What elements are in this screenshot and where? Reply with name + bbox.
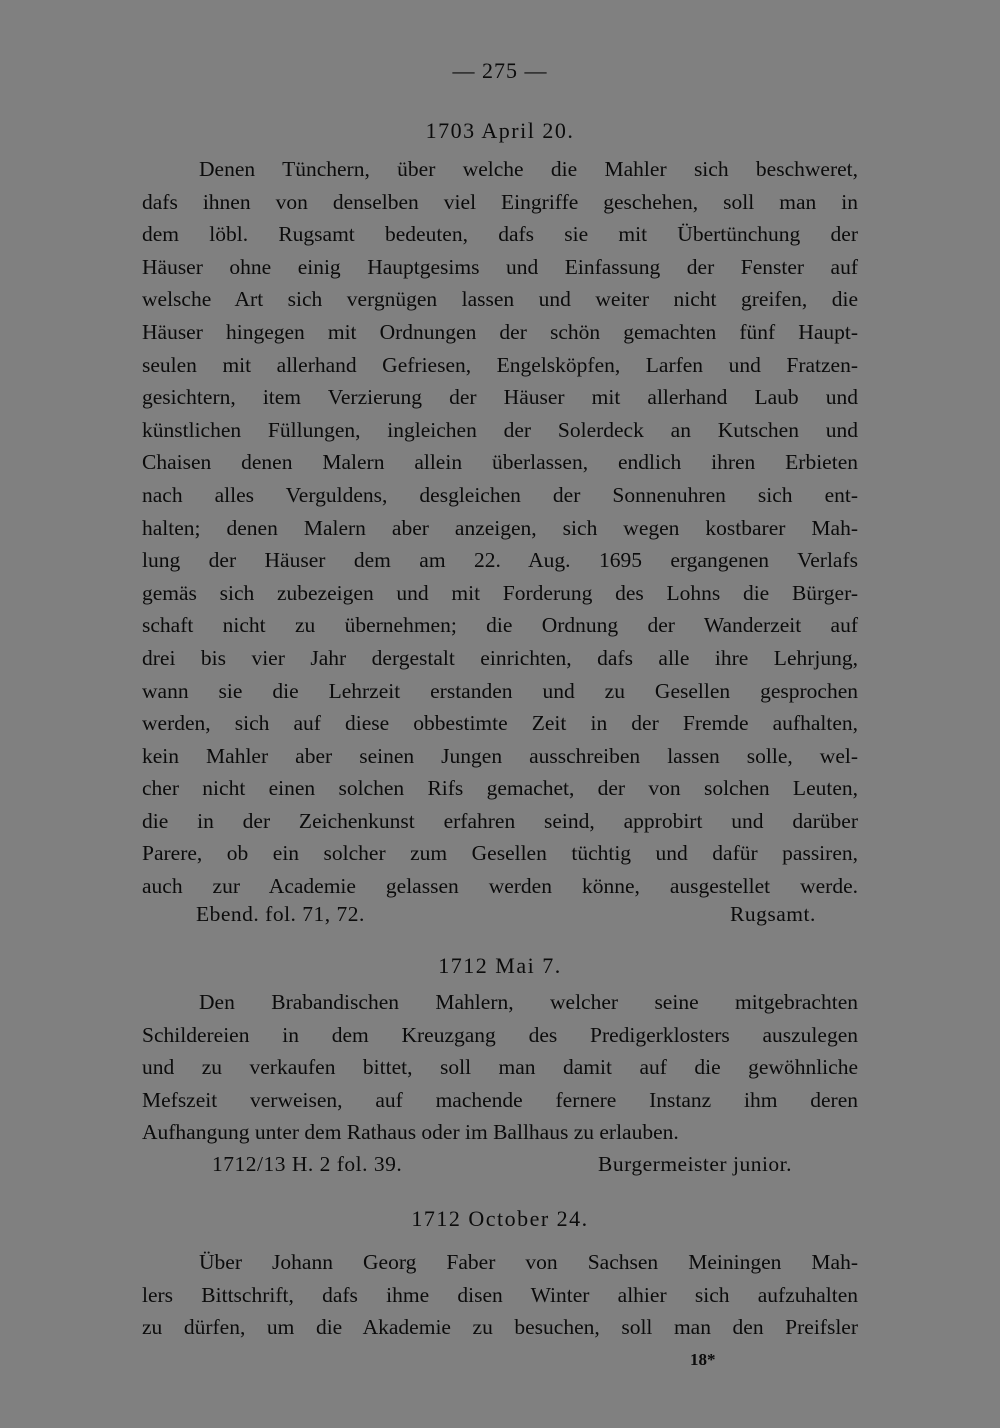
entry-1-office: Rugsamt. [730, 902, 816, 926]
text-line: künstlichen Füllungen, ingleichen der Solerdeck an Kutschen und [142, 417, 858, 442]
text-line: werden, sich auf diese obbestimte Zeit in der Fremde aufhalten, [142, 711, 858, 736]
text-line: dem löbl. Rugsamt bedeuten, dafs sie mit Übertünchung der [142, 222, 858, 247]
entry-1-body [142, 153, 858, 903]
text-line: und zu verkaufen bittet, soll man damit auf die gewöhnliche [142, 1055, 858, 1080]
text-line: Häuser hingegen mit Ordnungen der schön gemachten fünf Haupt- [142, 319, 858, 344]
text-line: kein Mahler aber seinen Jungen ausschreiben lassen solle, wel- [142, 743, 858, 768]
entry-3-date: 1712 October 24. [411, 1206, 589, 1231]
text-line: halten; denen Malern aber anzeigen, sich wegen kostbarer Mah- [142, 515, 858, 540]
signature-mark: 18* [690, 1350, 716, 1369]
text-line: schaft nicht zu übernehmen; die Ordnung der Wanderzeit auf [142, 613, 858, 638]
entry-2-office: Burgermeister junior. [598, 1152, 793, 1176]
text-line: lers Bittschrift, dafs ihme disen Winter alhier sich aufzuhalten [142, 1282, 858, 1307]
text-line: welsche Art sich vergnügen lassen und weiter nicht greifen, die [142, 287, 858, 312]
text-line: Chaisen denen Malern allein überlassen, endlich ihren Erbieten [142, 450, 858, 475]
text-line: gemäs sich zubezeigen und mit Forderung des Lohns die Bürger- [142, 580, 858, 605]
text-line: zu dürfen, um die Akademie zu besuchen, soll man den Preifsler [142, 1315, 858, 1340]
text-line: die in der Zeichenkunst erfahren seind, approbirt und darüber [142, 808, 858, 833]
entry-2-source: 1712/13 H. 2 fol. 39. [212, 1152, 403, 1176]
text-line: cher nicht einen solchen Rifs gemachet, der von solchen Leuten, [142, 776, 858, 801]
text-line: Aufhangung unter dem Rathaus oder im Ballhaus zu erlauben. [142, 1120, 679, 1145]
text-line: Schildereien in dem Kreuzgang des Predigerklosters auszulegen [142, 1022, 858, 1047]
text-line: lung der Häuser dem am 22. Aug. 1695 ergangenen Verlafs [142, 548, 858, 573]
text-line: gesichtern, item Verzierung der Häuser mit allerhand Laub und [142, 385, 858, 410]
text-line: drei bis vier Jahr dergestalt einrichten, dafs alle ihre Lehrjung, [142, 645, 858, 670]
page-number: — 275 — [452, 58, 548, 83]
text-line: nach alles Verguldens, desgleichen der Sonnenuhren sich ent- [142, 482, 858, 507]
entry-2-body [142, 986, 858, 1149]
text-line: wann sie die Lehrzeit erstanden und zu Gesellen gesprochen [142, 678, 858, 703]
entry-3-body [142, 1246, 858, 1344]
entry-1-date: 1703 April 20. [425, 118, 575, 143]
text-line: dafs ihnen von denselben viel Eingriffe geschehen, soll man in [142, 189, 858, 214]
entry-1-source: Ebend. fol. 71, 72. [196, 902, 365, 926]
text-line: Mefszeit verweisen, auf machende fernere Instanz ihm deren [142, 1087, 858, 1112]
text-line: seulen mit allerhand Gefriesen, Engelsköpfen, Larfen und Fratzen- [142, 352, 858, 377]
text-line: Parere, ob ein solcher zum Gesellen tüchtig und dafür passiren, [142, 841, 858, 866]
text-line: auch zur Academie gelassen werden könne, ausgestellet werde. [142, 874, 858, 899]
text-line: Über Johann Georg Faber von Sachsen Meiningen Mah- [199, 1250, 858, 1274]
entry-2-date: 1712 Mai 7. [438, 953, 562, 978]
text-line: Denen Tünchern, über welche die Mahler sich beschweret, [199, 157, 858, 181]
text-line: Den Brabandischen Mahlern, welcher seine mitgebrachten [199, 990, 858, 1014]
text-line: Häuser ohne einig Hauptgesims und Einfassung der Fenster auf [142, 254, 858, 279]
